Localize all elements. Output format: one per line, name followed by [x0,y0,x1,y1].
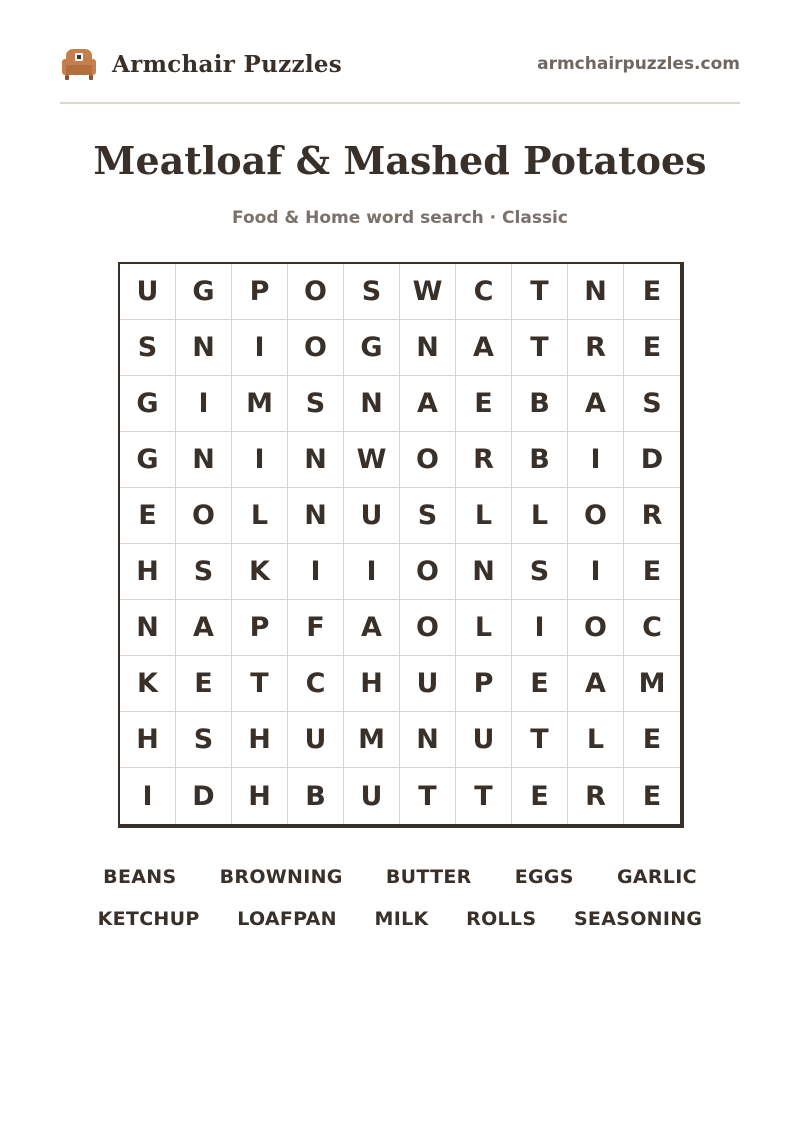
word-list-item: ROLLS [466,908,537,930]
grid-cell[interactable]: L [456,600,512,656]
grid-cell[interactable]: U [288,712,344,768]
grid-cell[interactable]: N [176,432,232,488]
grid-cell[interactable]: S [176,544,232,600]
puzzle-title: Meatloaf & Mashed Potatoes [93,138,707,183]
puzzle-subtitle: Food & Home word search · Classic [232,208,568,228]
grid-cell[interactable]: W [344,432,400,488]
grid-cell[interactable]: H [120,544,176,600]
grid-cell[interactable]: M [624,656,680,712]
grid-cell[interactable]: B [512,432,568,488]
grid-cell[interactable]: P [232,264,288,320]
grid-cell[interactable]: L [456,488,512,544]
grid-cell[interactable]: I [232,320,288,376]
grid-cell[interactable]: A [176,600,232,656]
word-list-item: MILK [374,908,429,930]
grid-cell[interactable]: L [568,712,624,768]
grid-cell[interactable]: S [344,264,400,320]
grid-cell[interactable]: T [456,768,512,824]
grid-cell[interactable]: I [568,544,624,600]
grid-cell[interactable]: A [568,656,624,712]
grid-cell[interactable]: I [344,544,400,600]
grid-cell[interactable]: N [120,600,176,656]
grid-cell[interactable]: O [568,600,624,656]
grid-cell[interactable]: U [456,712,512,768]
grid-cell[interactable]: A [400,376,456,432]
grid-cell[interactable]: E [176,656,232,712]
grid-cell[interactable]: H [232,768,288,824]
grid-cell[interactable]: E [624,712,680,768]
grid-cell[interactable]: O [400,600,456,656]
grid-cell[interactable]: O [288,264,344,320]
grid-cell[interactable]: D [624,432,680,488]
grid-cell[interactable]: L [512,488,568,544]
grid-cell[interactable]: S [624,376,680,432]
word-list-row [60,856,740,898]
grid-cell[interactable]: B [512,376,568,432]
grid-cell[interactable]: T [512,712,568,768]
grid-cell[interactable]: G [120,432,176,488]
grid-cell[interactable]: W [400,264,456,320]
grid-cell[interactable]: G [344,320,400,376]
grid-cell[interactable]: K [232,544,288,600]
grid-cell[interactable]: E [512,656,568,712]
grid-cell[interactable]: G [120,376,176,432]
grid-cell[interactable]: S [400,488,456,544]
grid-cell[interactable]: S [288,376,344,432]
page-header [60,40,740,88]
word-list-item: GARLIC [616,866,697,888]
grid-cell[interactable]: P [232,600,288,656]
grid-cell[interactable]: O [400,432,456,488]
grid-cell[interactable]: E [512,768,568,824]
word-list-item: SEASONING [573,908,703,930]
grid-cell[interactable]: B [288,768,344,824]
grid-cell[interactable]: T [400,768,456,824]
grid-cell[interactable]: N [288,488,344,544]
word-list-item: EGGS [514,866,574,888]
grid-cell[interactable]: P [456,656,512,712]
armchair-icon [60,45,98,83]
grid-cell[interactable]: N [400,320,456,376]
brand[interactable] [60,45,342,83]
grid-cell[interactable]: N [568,264,624,320]
word-list-row [60,898,740,940]
grid-cell[interactable]: R [624,488,680,544]
grid-cell[interactable]: E [642,780,662,812]
grid-cell[interactable]: O [176,488,232,544]
grid-cell[interactable]: R [456,432,512,488]
word-list [60,856,740,940]
brand-name: Armchair Puzzles [112,50,343,78]
grid-cell[interactable]: A [568,376,624,432]
grid-cell[interactable]: I [288,544,344,600]
grid-cell[interactable]: G [176,264,232,320]
grid-cell[interactable]: F [288,600,344,656]
grid-cell[interactable]: S [120,320,176,376]
grid-cell[interactable]: I [512,600,568,656]
grid-cell[interactable]: T [232,656,288,712]
grid-cell[interactable]: M [232,376,288,432]
grid-cell[interactable]: C [456,264,512,320]
grid-cell[interactable]: S [176,712,232,768]
grid-cell[interactable]: O [568,488,624,544]
grid-cell[interactable]: E [624,320,680,376]
grid-cell[interactable]: E [624,264,680,320]
grid-cell[interactable]: A [344,600,400,656]
grid-cell[interactable]: I [568,432,624,488]
word-list-item: BEANS [103,866,177,888]
grid-cell[interactable]: U [120,264,176,320]
word-list-item: BROWNING [219,866,343,888]
grid-cell[interactable]: H [344,656,400,712]
grid-cell[interactable]: H [120,712,176,768]
grid-cell[interactable]: H [232,712,288,768]
grid-cell[interactable]: O [400,544,456,600]
grid-cell[interactable]: N [176,320,232,376]
grid-cell[interactable]: T [512,264,568,320]
grid-cell[interactable]: R [568,768,624,824]
grid-cell[interactable]: U [344,768,400,824]
word-list-item: KETCHUP [97,908,200,930]
grid-cell[interactable]: N [456,544,512,600]
grid-cell[interactable]: D [176,768,232,824]
grid-cell[interactable]: M [344,712,400,768]
grid-cell[interactable]: N [288,432,344,488]
grid-cell[interactable]: I [120,768,176,824]
grid-cell[interactable]: E [120,488,176,544]
grid-cell[interactable]: R [568,320,624,376]
grid-cell[interactable]: I [232,432,288,488]
grid-cell[interactable]: E [624,544,680,600]
grid-cell[interactable]: N [400,712,456,768]
word-list-item: LOAFPAN [237,908,337,930]
header-divider [60,102,740,104]
grid-cell[interactable]: C [624,600,680,656]
grid-cell[interactable]: T [512,320,568,376]
website-link[interactable]: armchairpuzzles.com [537,54,740,74]
grid-cell[interactable]: L [232,488,288,544]
grid-cell[interactable]: N [344,376,400,432]
grid-cell[interactable]: C [288,656,344,712]
grid-cell[interactable]: S [512,544,568,600]
grid-cell[interactable]: A [456,320,512,376]
word-list-item: BUTTER [385,866,472,888]
grid-cell[interactable]: O [288,320,344,376]
grid-cell[interactable]: I [176,376,232,432]
letter-grid [118,262,684,828]
grid-cell[interactable]: U [400,656,456,712]
grid-cell[interactable]: U [344,488,400,544]
grid-cell[interactable]: E [456,376,512,432]
grid-cell[interactable]: K [120,656,176,712]
